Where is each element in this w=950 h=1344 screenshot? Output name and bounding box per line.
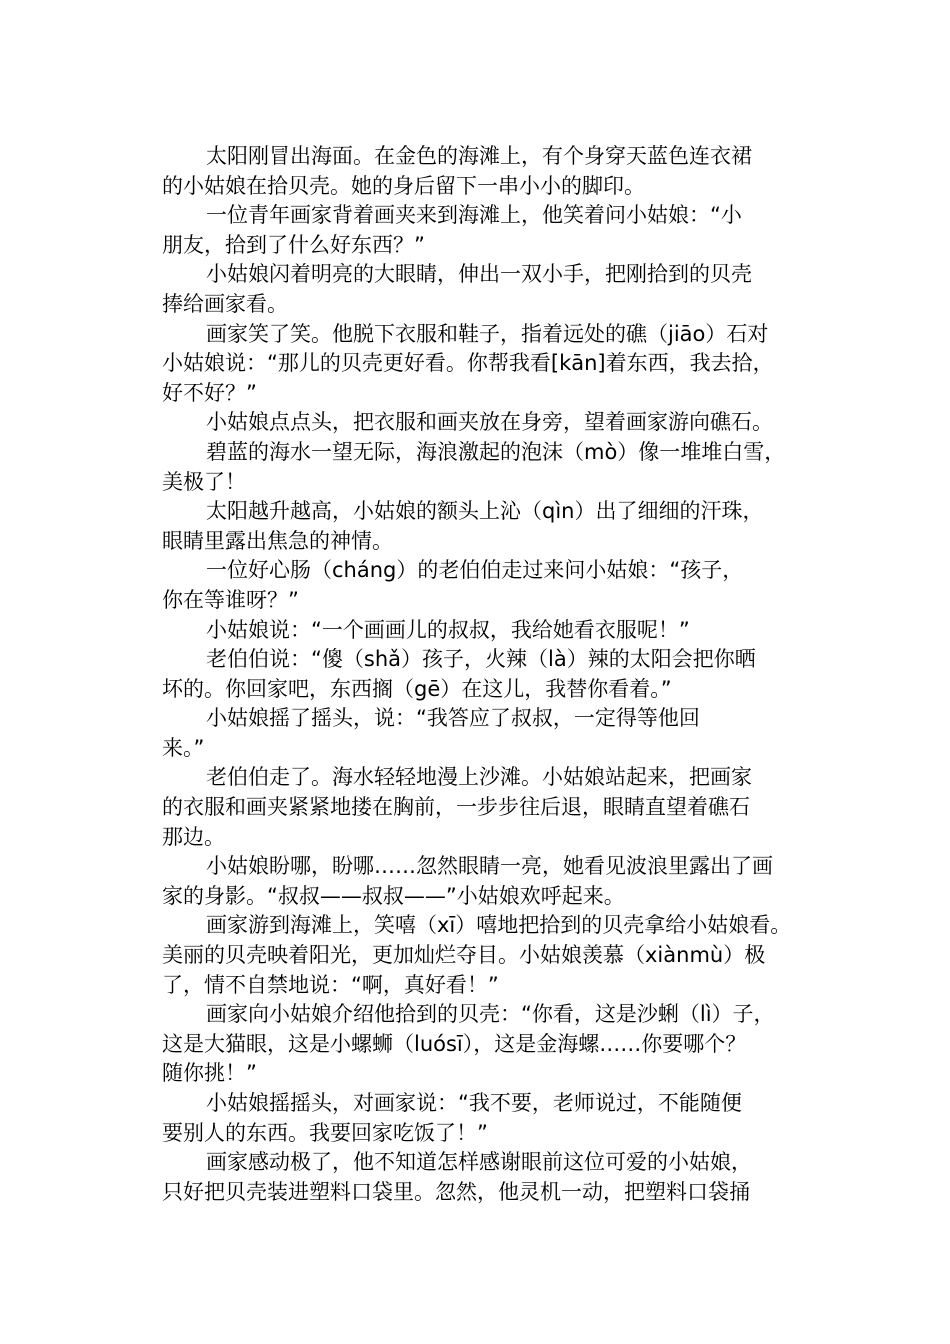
text-line: 太阳越升越高，小姑娘的额头上沁（qìn）出了细细的汗珠， bbox=[206, 499, 764, 524]
paragraph bbox=[162, 616, 822, 646]
text-line: 捧给画家看。 bbox=[162, 291, 288, 316]
text-line: 这是大猫眼，这是小螺蛳（luósī），这是金海螺……你要哪个？ bbox=[162, 1031, 747, 1056]
text-line: 家的身影。“叔叔——叔叔——”小姑娘欢呼起来。 bbox=[162, 883, 625, 908]
text-line: 了，情不自禁地说：“啊，真好看！” bbox=[162, 972, 499, 997]
paragraph bbox=[162, 320, 822, 409]
text-line: 碧蓝的海水一望无际，海浪激起的泡沫（mò）像一堆堆白雪， bbox=[206, 439, 786, 464]
text-line: 画家向小姑娘介绍他拾到的贝壳：“你看，这是沙蜊（lì）子， bbox=[206, 1002, 775, 1027]
text-line: 的小姑娘在拾贝壳。她的身后留下一串小小的脚印。 bbox=[162, 173, 645, 198]
text-line: 画家游到海滩上，笑嘻（xī）嘻地把拾到的贝壳拿给小姑娘看。 bbox=[206, 913, 792, 938]
paragraph bbox=[162, 142, 822, 201]
text-line: 美丽的贝壳映着阳光，更加灿烂夺目。小姑娘羡慕（xiànmù）极 bbox=[162, 943, 766, 968]
text-line: 要别人的东西。我要回家吃饭了！” bbox=[162, 1120, 488, 1145]
paragraph bbox=[162, 497, 822, 556]
text-line: 小姑娘摇了摇头，说：“我答应了叔叔，一定得等他回 bbox=[206, 706, 700, 731]
text-line: 老伯伯走了。海水轻轻地漫上沙滩。小姑娘站起来，把画家 bbox=[206, 765, 752, 790]
text-line: 小姑娘盼哪，盼哪……忽然眼睛一亮，她看见波浪里露出了画 bbox=[206, 854, 773, 879]
text-line: 一位好心肠（cháng）的老伯伯走过来问小姑娘：“孩子， bbox=[206, 558, 744, 583]
text-line: 坏的。你回家吧，东西搁（gē）在这儿，我替你看着。” bbox=[162, 676, 672, 701]
text-line: 太阳刚冒出海面。在金色的海滩上，有个身穿天蓝色连衣裙 bbox=[206, 144, 752, 168]
text-line: 一位青年画家背着画夹来到海滩上，他笑着问小姑娘：“小 bbox=[206, 203, 742, 228]
paragraph bbox=[162, 763, 822, 852]
paragraph bbox=[162, 556, 822, 615]
text-line: 你在等谁呀？” bbox=[162, 587, 299, 612]
text-line: 好不好？” bbox=[162, 380, 257, 405]
text-line: 朋友，拾到了什么好东西？” bbox=[162, 232, 425, 257]
paragraph bbox=[162, 438, 822, 497]
text-line: 的衣服和画夹紧紧地搂在胸前，一步步往后退，眼睛直望着礁石 bbox=[162, 795, 750, 820]
text-line: 美极了！ bbox=[162, 469, 246, 494]
text-line: 小姑娘说：“那儿的贝壳更好看。你帮我看[kān]着东西，我去拾， bbox=[162, 351, 774, 376]
paragraph bbox=[162, 260, 822, 319]
text-line: 眼睛里露出焦急的神情。 bbox=[162, 528, 393, 553]
text-line: 老伯伯说：“傻（shǎ）孩子，火辣（là）辣的太阳会把你晒 bbox=[206, 647, 756, 672]
paragraph bbox=[162, 852, 822, 911]
text-line: 小姑娘摇摇头，对画家说：“我不要，老师说过，不能随便 bbox=[206, 1091, 742, 1115]
text-line: 画家感动极了，他不知道怎样感谢眼前这位可爱的小姑娘， bbox=[206, 1150, 752, 1175]
paragraph bbox=[162, 704, 822, 763]
paragraph bbox=[162, 911, 822, 1000]
text-line: 小姑娘说：“一个画画儿的叔叔，我给她看衣服呢！” bbox=[206, 617, 690, 642]
paragraph bbox=[162, 1089, 822, 1148]
text-line: 小姑娘闪着明亮的大眼睛，伸出一双小手，把刚拾到的贝壳 bbox=[206, 262, 752, 287]
story-body bbox=[162, 142, 822, 1207]
paragraph bbox=[162, 645, 822, 704]
text-line: 画家笑了笑。他脱下衣服和鞋子，指着远处的礁（jiāo）石对 bbox=[206, 321, 769, 346]
text-line: 随你挑！” bbox=[162, 1061, 257, 1086]
paragraph bbox=[162, 201, 822, 260]
paragraph bbox=[162, 1000, 822, 1089]
paragraph bbox=[162, 408, 822, 438]
text-line: 来。” bbox=[162, 735, 205, 760]
paragraph bbox=[162, 1148, 822, 1207]
text-line: 小姑娘点点头，把衣服和画夹放在身旁，望着画家游向礁石。 bbox=[206, 410, 773, 435]
text-line: 那边。 bbox=[162, 824, 225, 849]
text-line: 只好把贝壳装进塑料口袋里。忽然，他灵机一动，把塑料口袋捅 bbox=[162, 1179, 750, 1204]
